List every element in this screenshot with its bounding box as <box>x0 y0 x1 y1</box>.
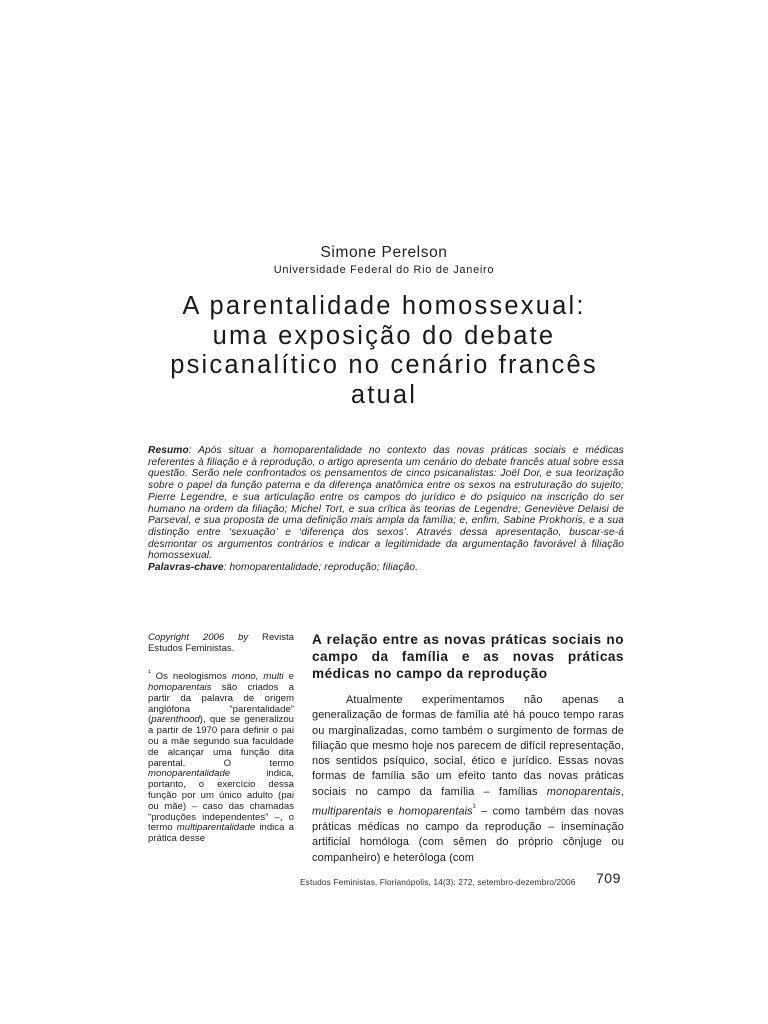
section-heading: A relação entre as novas práticas sociais no campo da família e as novas práticas médicas no campo da reprodução <box>312 632 624 681</box>
footnote-text: indica a prática desse <box>148 822 294 845</box>
body-term: multiparentais <box>312 805 382 818</box>
author-affiliation: Universidade Federal do Rio de Janeiro <box>273 264 495 276</box>
keywords-label: Palavras-chave <box>148 562 224 574</box>
copyright-note <box>148 632 294 654</box>
body-term: monoparentais <box>546 785 621 798</box>
footnote-term: monoparentalidade <box>148 768 231 780</box>
abstract-label: Resumo <box>148 445 189 456</box>
footnote-term: homoparentais <box>148 681 212 693</box>
footnote-text: e <box>283 671 294 683</box>
footnote-text: indica, portanto, o exercício dessa função por um único adulto (pai ou mãe) – caso das chamadas “produções independentes” –, o termo <box>148 768 294 834</box>
title-line-4: atual <box>350 380 418 409</box>
footnote-text: ), que se generalizou a partir de 1970 para definir o pai ou a mãe segundo sua faculdade de alcançar uma função dita parental. O termo <box>148 714 294 769</box>
footnote-reference: ¹ <box>472 802 476 813</box>
title-line-1: A parentalidade homossexual: <box>182 292 586 320</box>
footnote-text: Os neologismos <box>150 671 232 683</box>
keywords-line <box>148 562 624 574</box>
body-text: Atualmente experimentamos não apenas a generalização de formas de família até há pouco tempo raras ou marginalizadas, como também o surgimento de formas de filiação que mesmo hoje nos parecem de difícil representação, nos sentidos psíquico, social, ético e jurídico. Essas novas formas de família são um efeito tanto das novas práticas sociais no campo da família – famílias <box>312 694 624 798</box>
copyright-by: by <box>238 632 249 643</box>
title-line-2: uma exposição do debate <box>212 321 556 350</box>
footnote-term: mono, multi <box>231 671 284 683</box>
body-paragraph <box>312 693 624 866</box>
body-term: homoparentais <box>398 805 473 818</box>
title-line-3: psicanalítico no cenário francês <box>170 351 598 379</box>
article-title <box>130 292 638 410</box>
abstract-text: : Após situar a homoparentalidade no contexto das novas práticas sociais e médicas referentes à filiação e à reprodução, o artigo apresenta um cenário do debate francês atual sobre essa questão. Serão nele confrontados os pensamentos de cinco psicanalistas: Joël Dor, e sua teorização sobre o papel da função paterna e da diferença anatômica entre os sexos na estruturação do sujeito; Pierre Legendre, e sua articulação entre os campos do jurídico e do psíquico na inscrição do ser humano na ordem da filiação; Michel Tort, e sua crítica às teorias de Legendre; Geneviève Delaisi de Parseval, e sua proposta de uma definição mais ampla da família; e, enfim, Sabine Prokhoris, e a sua distinção entre ‘sexuação’ e ‘diferença dos sexos’. Através dessa apresentação, buscar-se-á desmontar os argumentos contrários e indicar a legitimidade da argumentação favorável à filiação homossexual. <box>148 445 624 562</box>
footnote-term: multiparentalidade <box>176 822 256 834</box>
page-number: 709 <box>596 870 621 886</box>
footer-citation: Estudos Feministas, Florianópolis, 14(3): 272, setembro-dezembro/2006 <box>300 877 576 887</box>
footnote-1 <box>148 668 294 845</box>
body-text: , <box>620 785 624 798</box>
footnote-marker: ¹ <box>148 668 151 677</box>
footnote-text: são criados a partir da palavra de origem anglófona “parentalidade” ( <box>148 681 294 726</box>
abstract <box>148 445 624 574</box>
copyright-holder: Revista Estudos Feministas. <box>148 632 294 654</box>
keywords-text: : homoparentalidade; reprodução; filiação. <box>223 562 419 574</box>
abstract-paragraph <box>148 445 624 562</box>
footnote-term: parenthood <box>151 714 200 726</box>
body-text: e <box>381 805 399 818</box>
copyright-word: Copyright 2006 <box>148 632 239 643</box>
author-name: Simone Perelson <box>320 244 448 261</box>
body-text: – como também das novas práticas médicas no campo da reprodução – inseminação artificial homóloga (com sêmen do próprio cônjuge ou companheiro) e heteróloga (com <box>312 805 624 864</box>
